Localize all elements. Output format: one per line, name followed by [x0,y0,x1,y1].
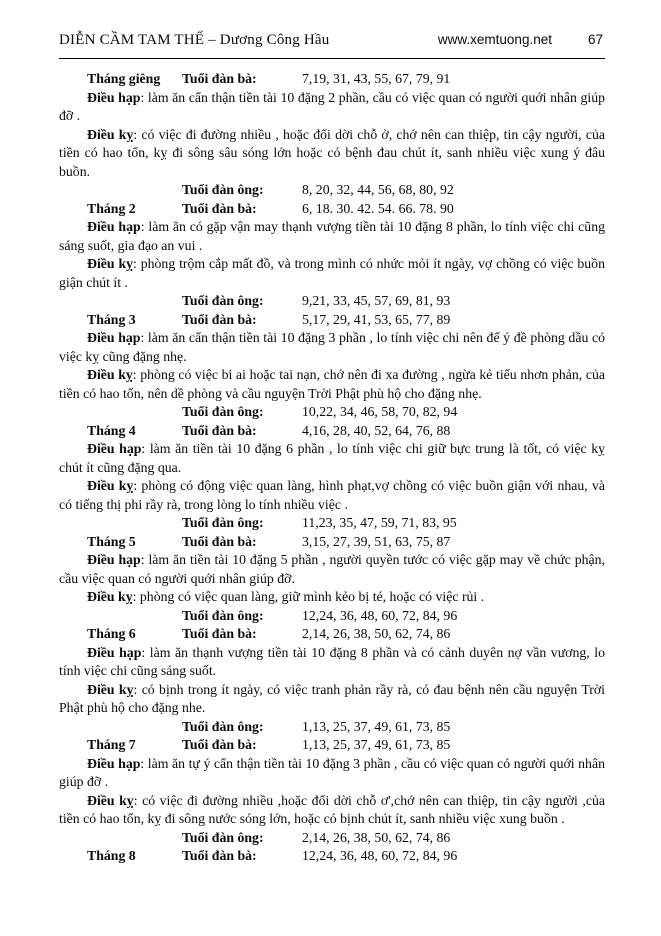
ky-label: Điều kỵ [87,589,133,604]
women-ages-values: 6, 18. 30. 42. 54. 66. 78. 90 [302,200,454,216]
men-ages-values: 9,21, 33, 45, 57, 69, 81, 93 [302,293,451,308]
men-ages-row [59,181,605,200]
ky-paragraph [59,126,605,182]
ky-text: : phòng có việc quan làng, giữ mình kẻo bị té, hoặc có việc rủi . [132,589,485,604]
month-label: Tháng 6 [87,626,136,641]
ky-text: : có việc đi đường nhiều , hoặc đổi dời chỗ ở, chớ nên can thiệp, tin cậy người, của tiền có hao tổn, kỵ đi sông sâu sóng lớn hoặc có bệnh đau chút ít, sanh nhiều việc xung ý đâu buồn. [59,126,605,179]
ky-paragraph [59,681,605,718]
ky-text: : phòng có động việc quan làng, hình phạt,vợ chồng có việc buồn giận với nhau, và có tiếng thị phi rầy rà, trong lòng lo tính nhiều việc . [59,478,605,512]
month-label: Tháng 8 [87,848,136,863]
month-section [59,533,605,626]
ky-paragraph [59,588,605,607]
month-section [59,422,605,533]
hap-label: Điều hạp [87,89,141,105]
ky-text: : có bịnh trong ít ngày, có việc tranh phản rầy rà, có đau bệnh nên cầu nguyện Trời Phật phù hộ cho đặng nhe. [59,681,605,715]
hap-paragraph [59,218,605,255]
women-ages-row [59,533,605,552]
women-ages-label: Tuổi đàn bà: [182,737,257,752]
hap-label: Điều hạp [87,755,141,771]
men-ages-values: 1,13, 25, 37, 49, 61, 73, 85 [302,718,451,734]
page-content [59,70,605,866]
men-ages-values: 10,22, 34, 46, 58, 70, 82, 94 [302,404,458,419]
men-ages-label: Tuổi đàn ông: [182,293,264,308]
hap-text: : làm ăn thạnh vượng tiền tài 10 đặng 8 phần và có cảnh duyên nợ vần vương, lo tính việc chi cũng sáng suốt. [59,644,605,678]
women-ages-label: Tuổi đàn bà: [182,533,257,549]
ky-label: Điều kỵ [87,681,134,697]
ky-label: Điều kỵ [87,367,133,382]
ky-paragraph [59,366,605,403]
men-ages-label: Tuổi đàn ông: [182,182,264,197]
hap-label: Điều hạp [87,330,141,345]
book-title: DIỄN CẦM TAM THẾ – Dương Công Hầu [59,32,330,48]
hap-paragraph [59,755,605,792]
women-ages-label: Tuổi đàn bà: [182,200,257,216]
men-ages-values: 8, 20, 32, 44, 56, 68, 80, 92 [302,182,454,197]
website-url: www.xemtuong.net [437,32,552,47]
hap-text: : làm ăn tiền tài 10 đặng 6 phần , lo tính việc chi giữ bực trung là tốt, có việc kỵ chút ít cũng đặng qua. [59,441,605,475]
month-section [59,200,605,311]
ky-paragraph [59,255,605,292]
ky-paragraph [59,792,605,829]
hap-text: : làm ăn cẩn thận tiền tài 10 đặng 2 phần, cầu có việc quan có người quới nhân giúp đỡ . [59,89,606,123]
hap-paragraph [59,644,605,681]
hap-label: Điều hạp [87,552,141,567]
ky-label: Điều kỵ [87,126,134,142]
women-ages-values: 12,24, 36, 48, 60, 72, 84, 96 [302,848,458,863]
women-ages-label: Tuổi đàn bà: [182,422,257,438]
women-ages-values: 1,13, 25, 37, 49, 61, 73, 85 [302,737,451,752]
women-ages-label: Tuổi đàn bà: [182,626,257,641]
hap-label: Điều hạp [87,219,141,234]
women-ages-row [59,200,605,219]
hap-paragraph [59,551,605,588]
ky-label: Điều kỵ [87,478,134,493]
women-ages-values: 7,19, 31, 43, 55, 67, 79, 91 [302,71,451,86]
men-ages-row [59,829,605,848]
men-ages-values: 12,24, 36, 48, 60, 72, 84, 96 [302,607,458,623]
hap-paragraph [59,440,605,477]
month-label: Tháng 2 [87,200,136,216]
men-ages-row [59,514,605,533]
page-number: 67 [587,32,603,47]
ky-paragraph [59,477,605,514]
women-ages-row [59,422,605,441]
women-ages-values: 4,16, 28, 40, 52, 64, 76, 88 [302,422,451,438]
women-ages-label: Tuổi đàn bà: [182,311,257,327]
month-section [59,625,605,736]
women-ages-values: 2,14, 26, 38, 50, 62, 74, 86 [302,626,451,641]
ky-text: : có việc đi đường nhiều ,hoặc đổi dời chỗ ơ',chớ nên can thiệp, tin cậy người ,của tiền có hao tổn, kỵ đi sông nước sóng lớn, hoặc có bịnh chút ít, sanh nhiều việc xung buồn . [59,792,605,826]
page-header [59,32,605,59]
hap-text: : làm ăn có gặp vận may thạnh vượng tiền tài 10 đặng 8 phần, lo tính việc chi cũng sáng suốt, gia đạo an vui . [59,219,605,253]
hap-text: : làm ăn cẩn thận tiền tài 10 đặng 3 phần , lo tính việc chi nên để ý đề phòng dầu có việc kỵ cũng đặng nhẹ. [59,330,605,364]
hap-label: Điều hạp [87,441,142,456]
month-section [59,736,605,847]
men-ages-row [59,718,605,737]
month-label: Tháng 4 [87,422,136,438]
men-ages-label: Tuổi đàn ông: [182,515,264,530]
ky-label: Điều kỵ [87,256,134,271]
hap-paragraph [59,329,605,366]
men-ages-row [59,292,605,311]
men-ages-row [59,403,605,422]
ky-text: : phòng có việc bi ai hoặc tai nạn, chớ nên đi xa đường , ngừa kẻ tiểu nhơn phản, của tiền có hao tốn, nên dề phòng và cầu nguyện Trời Phật phù hộ cho đặng nhẹ. [59,367,605,401]
month-label: Tháng 3 [87,311,136,327]
men-ages-label: Tuổi đàn ông: [182,607,264,623]
men-ages-values: 11,23, 35, 47, 59, 71, 83, 95 [302,515,457,530]
men-ages-row [59,607,605,626]
women-ages-values: 3,15, 27, 39, 51, 63, 75, 87 [302,533,451,549]
women-ages-label: Tuổi đàn bà: [182,848,257,863]
month-section [59,847,605,866]
women-ages-label: Tuổi đàn bà: [182,71,257,86]
month-label: Tháng 5 [87,533,136,549]
women-ages-row [59,736,605,755]
month-section [59,70,605,200]
men-ages-label: Tuổi đàn ông: [182,718,264,734]
men-ages-values: 2,14, 26, 38, 50, 62, 74, 86 [302,829,451,845]
hap-text: : làm ăn tự ý cẩn thận tiền tài 10 đặng 3 phần , cầu có việc quan có người quới nhân giúp đỡ . [59,755,605,789]
men-ages-label: Tuổi đàn ông: [182,404,264,419]
women-ages-row [59,70,605,89]
hap-paragraph [59,89,605,126]
men-ages-label: Tuổi đàn ông: [182,829,264,845]
ky-label: Điều kỵ [87,792,134,808]
women-ages-row [59,311,605,330]
month-section [59,311,605,422]
hap-label: Điều hạp [87,644,142,660]
women-ages-row [59,625,605,644]
hap-text: : làm ăn tiền tài 10 đặng 5 phần , người quyền tước có việc gặp may về chức phận, cầu việc quan có người quới nhân giúp đỡ. [59,552,605,586]
month-label: Tháng 7 [87,737,136,752]
women-ages-row [59,847,605,866]
ky-text: : phòng trộm cắp mất đồ, và trong mình có nhức mỏi ít ngày, vợ chồng có việc buồn giận chút ít . [59,256,605,290]
women-ages-values: 5,17, 29, 41, 53, 65, 77, 89 [302,311,451,327]
month-label: Tháng giêng [87,71,161,86]
